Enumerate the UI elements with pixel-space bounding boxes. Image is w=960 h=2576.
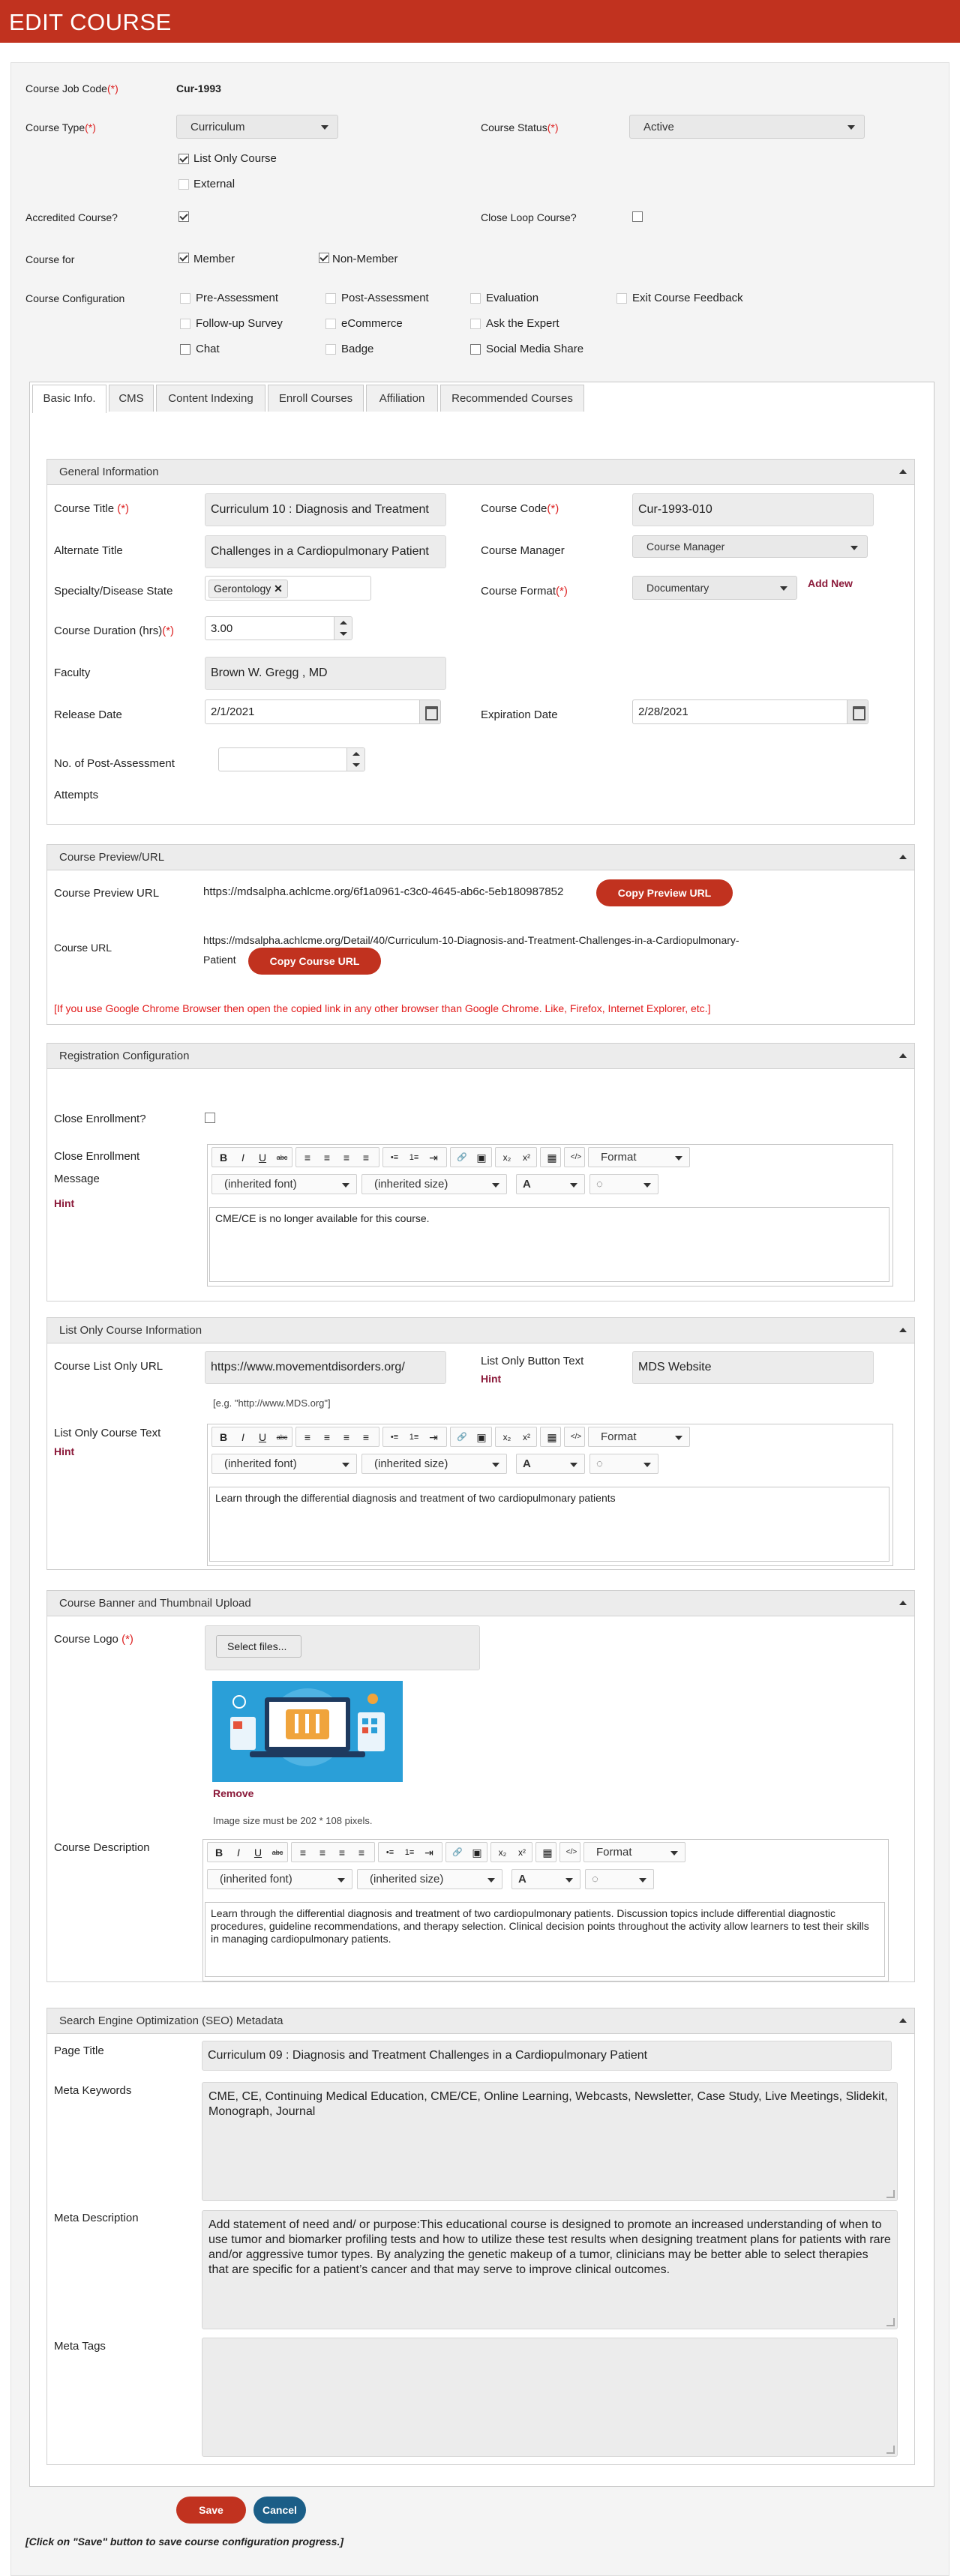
config-ecommerce-checkbox[interactable] — [326, 319, 336, 329]
chevron-down-icon — [644, 1183, 651, 1188]
course-code-input[interactable]: Cur-1993-010 — [632, 493, 874, 526]
numbered-list-icon[interactable]: 1≡ — [409, 1153, 419, 1162]
list-only-header[interactable] — [47, 1318, 914, 1343]
config-exit-feedback-checkbox[interactable] — [616, 293, 627, 304]
config-exit-feedback-label: Exit Course Feedback — [632, 292, 743, 304]
italic-icon[interactable]: I — [237, 1847, 240, 1859]
course-url-value-line2: Patient — [203, 954, 236, 966]
format-dropdown[interactable] — [588, 1147, 690, 1167]
section-title: Course Preview/URL — [59, 851, 165, 864]
chevron-down-icon — [675, 1436, 682, 1440]
font-size-dropdown[interactable] — [362, 1454, 507, 1474]
bold-icon[interactable]: B — [219, 1152, 228, 1164]
editor-toolbar-group — [564, 1147, 585, 1167]
font-label: (inherited font) — [224, 1457, 297, 1470]
enrollment-message-hint[interactable]: Hint — [54, 1197, 75, 1209]
underline-icon[interactable]: U — [254, 1847, 262, 1859]
course-type-select[interactable]: Curriculum — [176, 115, 338, 139]
strikethrough-icon[interactable]: abc — [276, 1154, 288, 1161]
course-url-value-line1: https://mdsalpha.achlcme.org/Detail/40/Curriculum-10-Diagnosis-and-Treatment-Challenges-in-a-Cardiopulmonary- — [203, 934, 740, 946]
editor-toolbar-group — [450, 1147, 492, 1167]
close-enrollment-label: Close Enrollment? — [54, 1113, 146, 1125]
course-config-label: Course Configuration — [26, 292, 125, 304]
course-status-select[interactable]: Active — [629, 115, 865, 139]
seo-header[interactable] — [47, 2008, 914, 2034]
chevron-down-icon — [566, 1878, 573, 1883]
page-title-label: Page Title — [54, 2044, 104, 2057]
fill-color-icon: ◌ — [596, 1457, 603, 1470]
editor-toolbar-group — [296, 1427, 380, 1447]
list-only-url-label: Course List Only URL — [54, 1360, 164, 1373]
superscript-icon[interactable]: x² — [523, 1432, 530, 1442]
align-left-icon[interactable]: ≡ — [304, 1431, 311, 1443]
tab-basic-info[interactable]: Basic Info. — [32, 385, 106, 413]
italic-icon[interactable]: I — [242, 1431, 244, 1443]
editor-toolbar-group — [495, 1427, 537, 1447]
background-color-picker[interactable] — [585, 1869, 654, 1889]
non-member-checkbox[interactable] — [319, 253, 329, 263]
subscript-icon[interactable]: x₂ — [502, 1432, 512, 1442]
justify-icon[interactable]: ≡ — [362, 1431, 370, 1443]
font-size-dropdown[interactable] — [357, 1869, 502, 1889]
calendar-icon[interactable] — [419, 700, 440, 723]
cancel-button[interactable]: Cancel — [254, 2497, 306, 2524]
collapse-icon[interactable] — [899, 1328, 907, 1332]
course-url-label: Course URL — [54, 942, 112, 954]
preview-url-value: https://mdsalpha.achlcme.org/6f1a0961-c3c0-4645-ab6c-5eb180987852 — [203, 885, 564, 898]
chevron-down-icon — [570, 1463, 578, 1467]
editor-toolbar-group — [378, 1842, 442, 1862]
config-social-share-label: Social Media Share — [486, 343, 584, 355]
chevron-down-icon — [488, 1878, 495, 1883]
enrollment-message-label: Close Enrollment — [54, 1150, 140, 1163]
chevron-down-icon — [342, 1183, 350, 1188]
underline-icon[interactable]: U — [258, 1152, 267, 1164]
editor-toolbar-group — [540, 1427, 561, 1447]
font-label: (inherited font) — [220, 1873, 292, 1886]
editor-content[interactable]: Learn through the differential diagnosis and treatment of two cardiopulmonary patients. Discussion topics include differential diagnostic procedures, guideline recommendations, and therapy selection. Clinical decision points throughout the activity allow learners to test their skills in managing cardiopulmonary patients. — [205, 1902, 885, 1977]
enrollment-message-label-2: Message — [54, 1173, 100, 1185]
config-evaluation-label: Evaluation — [486, 292, 539, 304]
tab-content-indexing[interactable]: Content Indexing — [156, 385, 266, 412]
font-family-dropdown[interactable] — [207, 1869, 352, 1889]
config-chat-checkbox[interactable] — [180, 344, 190, 355]
course-format-select[interactable]: Documentary — [632, 576, 797, 600]
code-icon[interactable]: </> — [566, 1848, 578, 1856]
list-only-button-input[interactable]: MDS Website — [632, 1351, 874, 1384]
chevron-down-icon — [342, 1463, 350, 1467]
indent-icon[interactable]: ⇥ — [424, 1847, 434, 1859]
font-label: (inherited font) — [224, 1178, 297, 1191]
config-ask-expert-checkbox[interactable] — [470, 319, 481, 329]
align-right-icon[interactable]: ≡ — [338, 1847, 346, 1859]
course-status-label: Course Status(*) — [481, 121, 559, 133]
numbered-list-icon[interactable]: 1≡ — [404, 1848, 415, 1857]
image-size-note: Image size must be 202 * 108 pixels. — [213, 1815, 373, 1826]
chevron-down-icon — [675, 1156, 682, 1161]
editor-toolbar-group — [296, 1147, 380, 1167]
font-size-dropdown[interactable] — [362, 1174, 507, 1194]
align-center-icon[interactable]: ≡ — [319, 1847, 326, 1859]
post-attempts-input[interactable] — [218, 747, 365, 771]
format-label: Format — [601, 1151, 637, 1164]
remove-logo-link[interactable]: Remove — [213, 1787, 254, 1799]
size-label: (inherited size) — [374, 1457, 448, 1470]
course-format-label: Course Format(*) — [481, 585, 568, 598]
faculty-label: Faculty — [54, 666, 91, 679]
indent-icon[interactable]: ⇥ — [429, 1152, 438, 1164]
text-color-icon: A — [523, 1457, 531, 1470]
config-follow-up-checkbox[interactable] — [180, 319, 190, 329]
editor-content[interactable]: Learn through the differential diagnosis and treatment of two cardiopulmonary patients — [209, 1487, 890, 1562]
text-color-picker[interactable] — [516, 1174, 585, 1194]
justify-icon[interactable]: ≡ — [358, 1847, 365, 1859]
course-title-label: Course Title (*) — [54, 502, 130, 515]
list-only-url-example: [e.g. "http://www.MDS.org"] — [213, 1397, 331, 1409]
code-icon[interactable]: </> — [570, 1153, 582, 1161]
justify-icon[interactable]: ≡ — [362, 1152, 370, 1164]
alternate-title-label: Alternate Title — [54, 544, 123, 557]
alternate-title-input[interactable]: Challenges in a Cardiopulmonary Patient — [205, 535, 446, 568]
config-evaluation-checkbox[interactable] — [470, 293, 481, 304]
format-dropdown[interactable] — [584, 1842, 686, 1862]
copy-course-url-button[interactable]: Copy Course URL — [248, 948, 381, 975]
collapse-icon[interactable] — [899, 1601, 907, 1605]
chevron-down-icon — [850, 546, 858, 550]
meta-tags-textarea[interactable] — [202, 2338, 898, 2457]
bullet-list-icon[interactable]: •≡ — [386, 1848, 394, 1857]
course-code-label: Course Code(*) — [481, 502, 560, 515]
editor-toolbar-group — [495, 1147, 537, 1167]
copy-preview-url-button[interactable]: Copy Preview URL — [596, 879, 733, 906]
general-info-header[interactable] — [47, 460, 914, 485]
section-title: Course Banner and Thumbnail Upload — [59, 1597, 251, 1610]
course-manager-select[interactable]: Course Manager — [632, 535, 868, 558]
preview-url-label: Course Preview URL — [54, 887, 160, 900]
background-color-picker[interactable] — [590, 1174, 658, 1194]
format-label: Format — [596, 1846, 632, 1859]
collapse-icon[interactable] — [899, 2018, 907, 2023]
editor-toolbar-group — [212, 1147, 292, 1167]
config-ecommerce-label: eCommerce — [341, 317, 403, 330]
list-only-url-input[interactable]: https://www.movementdisorders.org/ — [205, 1351, 446, 1384]
specialty-multiselect[interactable] — [205, 576, 371, 601]
align-right-icon[interactable]: ≡ — [343, 1152, 350, 1164]
close-enrollment-checkbox[interactable] — [205, 1113, 215, 1123]
fill-color-icon: ◌ — [592, 1873, 598, 1886]
link-icon[interactable]: 🔗 — [452, 1848, 463, 1857]
stepper-icon[interactable] — [346, 748, 364, 771]
underline-icon[interactable]: U — [258, 1431, 267, 1443]
page-title: EDIT COURSE — [9, 9, 172, 35]
save-button[interactable]: Save — [176, 2497, 246, 2524]
table-icon[interactable]: ▦ — [542, 1847, 553, 1859]
external-checkbox[interactable] — [178, 179, 189, 190]
config-ask-expert-label: Ask the Expert — [486, 317, 560, 330]
editor-toolbar-group — [536, 1842, 556, 1862]
chevron-down-icon — [644, 1463, 651, 1467]
text-color-icon: A — [518, 1873, 526, 1886]
course-logo-label: Course Logo (*) — [54, 1633, 134, 1646]
course-title-input[interactable]: Curriculum 10 : Diagnosis and Treatment — [205, 493, 446, 526]
editor-toolbar-group — [560, 1842, 580, 1862]
accredited-checkbox[interactable] — [178, 211, 189, 222]
course-manager-label: Course Manager — [481, 544, 565, 557]
course-logo-thumbnail — [212, 1681, 403, 1782]
superscript-icon[interactable]: x² — [518, 1847, 526, 1858]
expiration-date-label: Expiration Date — [481, 708, 558, 721]
bullet-list-icon[interactable]: •≡ — [390, 1153, 399, 1162]
align-left-icon[interactable]: ≡ — [299, 1847, 307, 1859]
job-code-label: Course Job Code(*) — [26, 82, 118, 94]
post-attempts-label: No. of Post-Assessment — [54, 757, 175, 770]
strikethrough-icon[interactable]: abc — [276, 1433, 288, 1441]
chevron-down-icon — [492, 1463, 500, 1467]
config-post-assessment-checkbox[interactable] — [326, 293, 336, 304]
subscript-icon[interactable]: x₂ — [498, 1847, 507, 1858]
section-title: Search Engine Optimization (SEO) Metadata — [59, 2014, 284, 2027]
laptop-illustration-icon — [212, 1681, 403, 1782]
specialty-label: Specialty/Disease State — [54, 585, 173, 598]
config-badge-checkbox[interactable] — [326, 344, 336, 355]
duration-input[interactable]: 3.00 — [205, 616, 352, 640]
faculty-input[interactable]: Brown W. Gregg , MD — [205, 657, 446, 690]
superscript-icon[interactable]: x² — [523, 1152, 530, 1163]
post-attempts-label-2: Attempts — [54, 789, 99, 801]
editor-toolbar-group — [450, 1427, 492, 1447]
section-title: Registration Configuration — [59, 1050, 190, 1062]
specialty-tag: Gerontology ✕ — [208, 580, 288, 598]
section-title: General Information — [59, 466, 159, 478]
code-icon[interactable]: </> — [570, 1433, 582, 1441]
italic-icon[interactable]: I — [242, 1152, 244, 1164]
close-loop-label: Close Loop Course? — [481, 211, 577, 223]
config-badge-label: Badge — [341, 343, 374, 355]
meta-keywords-textarea[interactable]: CME, CE, Continuing Medical Education, CME/CE, Online Learning, Webcasts, Newsletter, Case Study, Live Meetings, Slidekit, Monograph, Journal — [202, 2082, 898, 2201]
collapse-icon[interactable] — [899, 855, 907, 859]
release-date-label: Release Date — [54, 708, 122, 721]
calendar-icon[interactable] — [847, 700, 868, 723]
editor-content[interactable]: CME/CE is no longer available for this course. — [209, 1207, 890, 1282]
config-follow-up-label: Follow-up Survey — [196, 317, 283, 330]
text-color-picker[interactable] — [512, 1869, 580, 1889]
editor-toolbar-group — [212, 1427, 292, 1447]
browser-warning: [If you use Google Chrome Browser then open the copied link in any other browser than Google Chrome. Like, Firefox, Internet Explorer, etc.] — [54, 1002, 711, 1014]
stepper-icon[interactable] — [334, 617, 352, 640]
text-color-icon: A — [523, 1178, 531, 1191]
close-loop-checkbox[interactable] — [632, 211, 643, 222]
bullet-list-icon[interactable]: •≡ — [390, 1433, 399, 1442]
duration-label: Course Duration (hrs)(*) — [54, 625, 175, 637]
subscript-icon[interactable]: x₂ — [502, 1152, 512, 1163]
link-icon[interactable]: 🔗 — [457, 1153, 467, 1162]
accredited-label: Accredited Course? — [26, 211, 118, 223]
format-dropdown[interactable] — [588, 1427, 690, 1447]
editor-toolbar-group — [382, 1147, 447, 1167]
text-color-picker[interactable] — [516, 1454, 585, 1474]
preview-url-header[interactable] — [47, 845, 914, 870]
editor-toolbar-group — [490, 1842, 532, 1862]
expiration-date-input[interactable]: 2/28/2021 — [632, 699, 868, 724]
chevron-down-icon — [639, 1878, 646, 1883]
editor-toolbar-group — [382, 1427, 447, 1447]
font-family-dropdown[interactable] — [212, 1454, 357, 1474]
format-label: Format — [601, 1430, 637, 1443]
config-pre-assessment-label: Pre-Assessment — [196, 292, 279, 304]
strikethrough-icon[interactable]: abc — [272, 1849, 284, 1856]
chevron-down-icon — [492, 1183, 500, 1188]
page-title-input[interactable]: Curriculum 09 : Diagnosis and Treatment Challenges in a Cardiopulmonary Patient — [202, 2041, 892, 2071]
chevron-down-icon — [848, 125, 855, 130]
course-for-label: Course for — [26, 253, 75, 265]
meta-description-textarea[interactable]: Add statement of need and/ or purpose:This educational course is designed to promote an increased understanding of when to use tumor and biomarker profiling tests and how to utilize these test results when designing treatment plans for patients with rare and/or aggressive tumor types. By analyzing the genetic makeup of a tumor, clinicians may be better able to select therapies that are specific for a patient’s cancer and that may serve to improve clinical outcomes. — [202, 2210, 898, 2329]
list-only-text-hint[interactable]: Hint — [54, 1445, 75, 1457]
align-left-icon[interactable]: ≡ — [304, 1152, 311, 1164]
image-icon[interactable]: ▣ — [476, 1431, 487, 1443]
chevron-down-icon — [338, 1878, 345, 1883]
tab-affiliation[interactable]: Affiliation — [366, 385, 438, 412]
size-label: (inherited size) — [374, 1178, 448, 1191]
tab-recommended-courses[interactable]: Recommended Courses — [440, 385, 584, 412]
font-family-dropdown[interactable] — [212, 1174, 357, 1194]
release-date-input[interactable]: 2/1/2021 — [205, 699, 441, 724]
background-color-picker[interactable] — [590, 1454, 658, 1474]
list-only-label: List Only Course — [194, 152, 277, 165]
collapse-icon[interactable] — [899, 1053, 907, 1058]
list-only-checkbox[interactable] — [178, 154, 189, 164]
collapse-icon[interactable] — [899, 469, 907, 474]
tab-enroll-courses[interactable]: Enroll Courses — [268, 385, 364, 412]
meta-description-label: Meta Description — [54, 2212, 139, 2224]
job-code-value: Cur-1993 — [176, 82, 221, 94]
chevron-down-icon — [321, 125, 328, 130]
align-right-icon[interactable]: ≡ — [343, 1431, 350, 1443]
chevron-down-icon — [670, 1851, 678, 1856]
size-label: (inherited size) — [370, 1873, 444, 1886]
list-only-button-label: List Only Button Text — [481, 1355, 584, 1367]
add-new-link[interactable]: Add New — [808, 577, 853, 589]
list-only-button-hint[interactable]: Hint — [481, 1373, 502, 1385]
config-pre-assessment-checkbox[interactable] — [180, 293, 190, 304]
registration-header[interactable] — [47, 1044, 914, 1069]
editor-toolbar-group — [540, 1147, 561, 1167]
editor-toolbar-group — [291, 1842, 375, 1862]
list-only-text-label: List Only Course Text — [54, 1427, 161, 1439]
numbered-list-icon[interactable]: 1≡ — [409, 1433, 419, 1442]
non-member-label: Non-Member — [332, 253, 398, 265]
align-center-icon[interactable]: ≡ — [323, 1431, 331, 1443]
config-social-share-checkbox[interactable] — [470, 344, 481, 355]
fill-color-icon: ◌ — [596, 1178, 603, 1191]
meta-tags-label: Meta Tags — [54, 2340, 106, 2353]
align-center-icon[interactable]: ≡ — [323, 1152, 331, 1164]
remove-tag-icon[interactable]: ✕ — [274, 583, 283, 595]
indent-icon[interactable]: ⇥ — [429, 1431, 438, 1443]
member-checkbox[interactable] — [178, 253, 189, 263]
link-icon[interactable]: 🔗 — [457, 1433, 467, 1442]
meta-keywords-label: Meta Keywords — [54, 2084, 132, 2097]
banner-header[interactable] — [47, 1591, 914, 1616]
member-label: Member — [194, 253, 236, 265]
table-icon[interactable]: ▦ — [547, 1152, 557, 1164]
image-icon[interactable]: ▣ — [472, 1847, 482, 1859]
editor-toolbar-group — [446, 1842, 488, 1862]
editor-toolbar-group — [564, 1427, 585, 1447]
save-note: [Click on "Save" button to save course configuration progress.] — [26, 2536, 344, 2548]
image-icon[interactable]: ▣ — [476, 1152, 487, 1164]
external-label: External — [194, 178, 236, 190]
section-title: List Only Course Information — [59, 1324, 202, 1337]
editor-toolbar-group — [207, 1842, 288, 1862]
chevron-down-icon — [570, 1183, 578, 1188]
course-type-label: Course Type(*) — [26, 121, 96, 133]
course-description-label: Course Description — [54, 1841, 150, 1854]
page-header — [0, 0, 960, 43]
bold-icon[interactable]: B — [219, 1431, 228, 1443]
tab-cms[interactable]: CMS — [109, 385, 154, 412]
config-post-assessment-label: Post-Assessment — [341, 292, 429, 304]
table-icon[interactable]: ▦ — [547, 1431, 557, 1443]
chevron-down-icon — [780, 586, 788, 591]
select-files-button[interactable]: Select files... — [216, 1635, 302, 1658]
config-chat-label: Chat — [196, 343, 220, 355]
bold-icon[interactable]: B — [214, 1847, 224, 1859]
